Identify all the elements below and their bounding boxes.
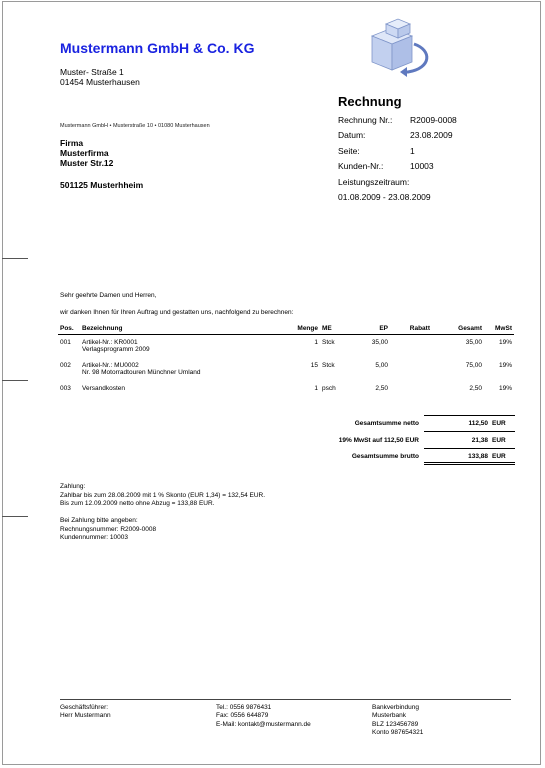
period-label: Leistungszeitraum: — [338, 177, 410, 187]
reference-line: Rechnungsnummer: R2009-0008 — [60, 525, 157, 533]
cell-vat: 19% — [498, 362, 512, 369]
cell-qty: 15 — [310, 362, 318, 369]
cell-desc — [80, 362, 270, 376]
footer-line: Musterbank — [372, 712, 406, 720]
gross-total-currency: EUR — [492, 453, 506, 460]
col-ep: EP — [379, 324, 388, 332]
payment-reference — [60, 517, 156, 543]
col-vat: MwSt — [495, 324, 512, 332]
invoice-number-label: Rechnung Nr.: — [338, 115, 393, 125]
footer-rule — [60, 699, 511, 700]
punch-mark — [2, 380, 28, 381]
totals-rule — [424, 431, 515, 432]
footer-line: Konto 987654321 — [372, 728, 424, 736]
cell-pos: 003 — [60, 385, 71, 392]
gross-total-label: Gesamtsumme brutto — [351, 453, 419, 460]
footer-contact — [216, 704, 311, 729]
vat-value: 21,38 — [471, 437, 488, 444]
cell-vat: 19% — [498, 339, 512, 346]
col-pos: Pos. — [60, 324, 74, 332]
cell-desc — [80, 339, 270, 353]
table-header-rule — [58, 334, 514, 335]
double-rule — [424, 462, 515, 463]
cell-qty: 1 — [314, 339, 318, 346]
company-city: 01454 Musterhausen — [60, 77, 140, 87]
cell-unit: Stck — [322, 339, 335, 346]
col-discount: Rabatt — [409, 324, 430, 332]
sender-line: Mustermann GmbH • Musterstraße 10 • 01080 Musterhausen — [60, 123, 210, 129]
recipient-address — [60, 138, 113, 168]
cube-logo-icon — [352, 14, 436, 84]
footer-line: BLZ 123456789 — [372, 720, 419, 728]
cell-ep: 2,50 — [375, 385, 388, 392]
cell-discount — [390, 362, 432, 376]
reference-title: Bei Zahlung bitte angeben: — [60, 517, 138, 524]
cell-pos: 002 — [60, 362, 71, 369]
recipient-line: Firma — [60, 138, 84, 148]
desc-line: Artikel-Nr.: KR0001 — [82, 339, 138, 346]
gross-total-value: 133,88 — [468, 453, 488, 460]
cell-ep: 5,00 — [375, 362, 388, 369]
cell-total: 75,00 — [465, 362, 482, 369]
footer-line: Herr Mustermann — [60, 712, 111, 720]
page-value: 1 — [410, 146, 415, 156]
footer-management — [60, 704, 111, 721]
payment-line: Bis zum 12.09.2009 netto ohne Abzug = 133,88 EUR. — [60, 500, 215, 507]
cell-pos: 001 — [60, 339, 71, 346]
net-total-currency: EUR — [492, 420, 506, 427]
footer-phone: Tel.: 0556 9876431 — [216, 704, 272, 711]
customer-number-value: 10003 — [410, 161, 434, 171]
company-address — [60, 67, 140, 87]
invoice-number-value: R2009-0008 — [410, 115, 457, 125]
cell-ep: 35,00 — [371, 339, 388, 346]
desc-line: Versandkosten — [82, 385, 126, 392]
footer-bank — [372, 704, 423, 737]
footer-line: Bankverbindung — [372, 704, 419, 711]
reference-line: Kundennummer: 10003 — [60, 534, 128, 541]
company-street: Muster- Straße 1 — [60, 67, 124, 77]
table-row — [58, 339, 514, 353]
recipient-line: Muster Str.12 — [60, 158, 114, 168]
totals-rule — [424, 448, 515, 449]
customer-number-label: Kunden-Nr.: — [338, 161, 384, 171]
totals-rule — [424, 415, 515, 416]
cell-unit: psch — [322, 385, 336, 392]
period-value: 01.08.2009 - 23.08.2009 — [338, 192, 431, 202]
table-header — [58, 323, 514, 333]
fold-mark-1 — [2, 258, 28, 259]
net-total-label: Gesamtsumme netto — [354, 420, 419, 427]
intro-text: wir danken Ihnen für Ihren Auftrag und gestatten uns, nachfolgend zu berechnen: — [60, 309, 294, 316]
payment-terms — [60, 483, 265, 509]
footer-fax: Fax: 0556 644879 — [216, 712, 269, 720]
net-total-value: 112,50 — [468, 420, 488, 427]
cell-discount — [390, 339, 432, 353]
recipient-city: 501125 Musterhheim — [60, 180, 144, 190]
recipient-line: Musterfirma — [60, 148, 109, 158]
vat-currency: EUR — [492, 437, 506, 444]
vat-label: 19% MwSt auf 112,50 EUR — [338, 437, 419, 444]
col-desc: Bezeichnung — [82, 324, 123, 332]
desc-line-2: Nr. 98 Motorradtouren Münchner Umland — [82, 369, 201, 376]
col-qty: Menge — [297, 324, 318, 332]
invoice-title: Rechnung — [338, 94, 402, 109]
payment-title: Zahlung: — [60, 483, 86, 490]
table-row — [58, 385, 514, 392]
company-name: Mustermann GmbH & Co. KG — [60, 40, 255, 56]
date-label: Datum: — [338, 130, 366, 140]
double-rule — [424, 464, 515, 465]
cell-vat: 19% — [498, 385, 512, 392]
fold-mark-2 — [2, 516, 28, 517]
cell-desc — [80, 385, 270, 392]
date-value: 23.08.2009 — [410, 130, 453, 140]
col-total: Gesamt — [458, 324, 482, 332]
table-row — [58, 362, 514, 376]
desc-line-2: Verlagsprogramm 2009 — [82, 346, 150, 353]
salutation: Sehr geehrte Damen und Herren, — [60, 292, 157, 299]
footer-line: Geschäftsführer: — [60, 704, 109, 711]
cell-total: 2,50 — [469, 385, 482, 392]
cell-discount — [390, 385, 432, 392]
cell-qty: 1 — [314, 385, 318, 392]
page-label: Seite: — [338, 146, 360, 156]
cell-unit: Stck — [322, 362, 335, 369]
cell-total: 35,00 — [465, 339, 482, 346]
footer-email: E-Mail: kontakt@mustermann.de — [216, 720, 311, 728]
payment-line: Zahlbar bis zum 28.08.2009 mit 1 % Skonto (EUR 1,34) = 132,54 EUR. — [60, 491, 266, 499]
col-unit: ME — [322, 324, 332, 332]
desc-line: Artikel-Nr.: MU0002 — [82, 362, 139, 369]
